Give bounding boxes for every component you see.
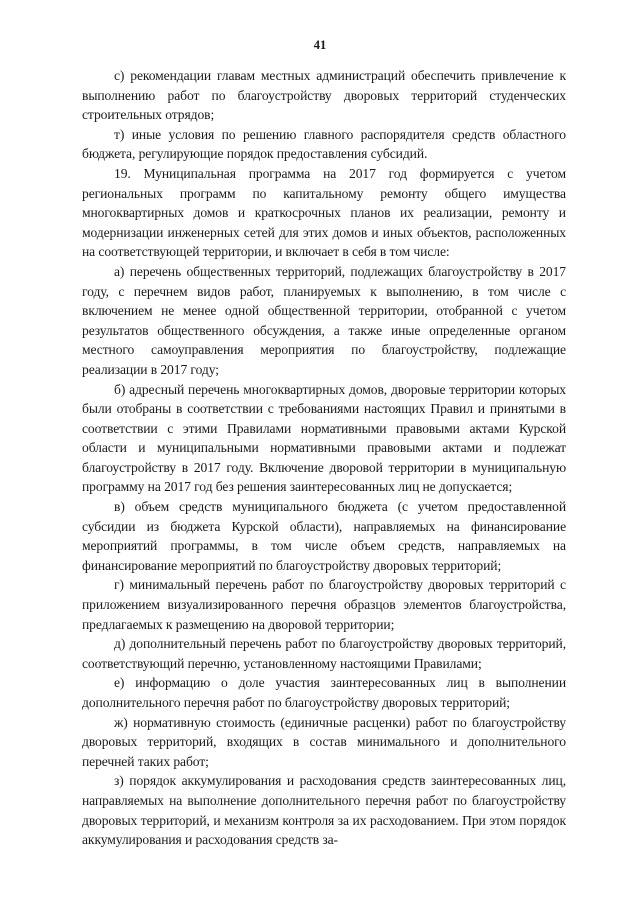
paragraph-zh: ж) нормативную стоимость (единичные расценки) работ по благоустройству дворовых территорий, входящих в состав минимального и дополнительного перечней таких работ; [82,714,566,769]
paragraph-t: т) иные условия по решению главного распорядителя средств областного бюджета, регулирующие порядок предоставления субсидий. [82,126,566,162]
paragraph-v: в) объем средств муниципального бюджета (с учетом предоставленной субсидии из бюджета Курской области), направляемых на финансирование мероприятий программы, в том числе объем средств, направляемых на финансирование мероприятий по благоустройству дворовых территорий; [82,499,566,573]
paragraph-19: 19. Муниципальная программа на 2017 год формируется с учетом региональных программ по капитальному ремонту общего имущества многоквартирных домов и краткосрочных планов их реализации, ремонту и модернизации инженерных сетей для этих домов и иных объектов, расположенных на соответствующей территории, и включает в себя в том числе: [82,165,566,260]
paragraph-g: г) минимальный перечень работ по благоустройству дворовых территорий с приложением визуализированного перечня образцов элементов благоустройства, предлагаемых к размещению на дворовой территории; [82,577,566,632]
page-number: 41 [313,38,327,52]
paragraph-s: с) рекомендации главам местных администраций обеспечить привлечение к выполнению работ по благоустройству дворовых территорий студенческих строительных отрядов; [82,68,566,123]
document-body [82,66,566,850]
paragraph-e: е) информацию о доле участия заинтересованных лиц в выполнении дополнительного перечня работ по благоустройству дворовых территорий; [82,675,566,710]
paragraph-z: з) порядок аккумулирования и расходования средств заинтересованных лиц, направляемых на выполнение дополнительного перечня работ по благоустройству дворовых территорий, и механизм контроля за их расходованием. При этом порядок аккумулирования и расходования средств за- [82,773,566,848]
paragraph-d: д) дополнительный перечень работ по благоустройству дворовых территорий, соответствующий перечню, установленному настоящими Правилами; [82,636,566,671]
paragraph-a: а) перечень общественных территорий, подлежащих благоустройству в 2017 году, с перечнем видов работ, планируемых к выполнению, в том числе с включением не менее одной общественной территории, отобранной с учетом результатов общественного обсуждения, а также иные определенные органом местного самоуправления мероприятия по благоустройству, подлежащие реализации в 2017 году; [82,263,566,377]
paragraph-b: б) адресный перечень многоквартирных домов, дворовые территории которых были отобраны в соответствии с требованиями настоящих Правил и принятыми в соответствии с этими Правилами нормативными правовыми актами Курской области и муниципальными нормативными правовыми актами и подлежат благоустройству в 2017 году. Включение дворовой территории в муниципальную программу на 2017 год без решения заинтересованных лиц не допускается; [82,381,566,495]
